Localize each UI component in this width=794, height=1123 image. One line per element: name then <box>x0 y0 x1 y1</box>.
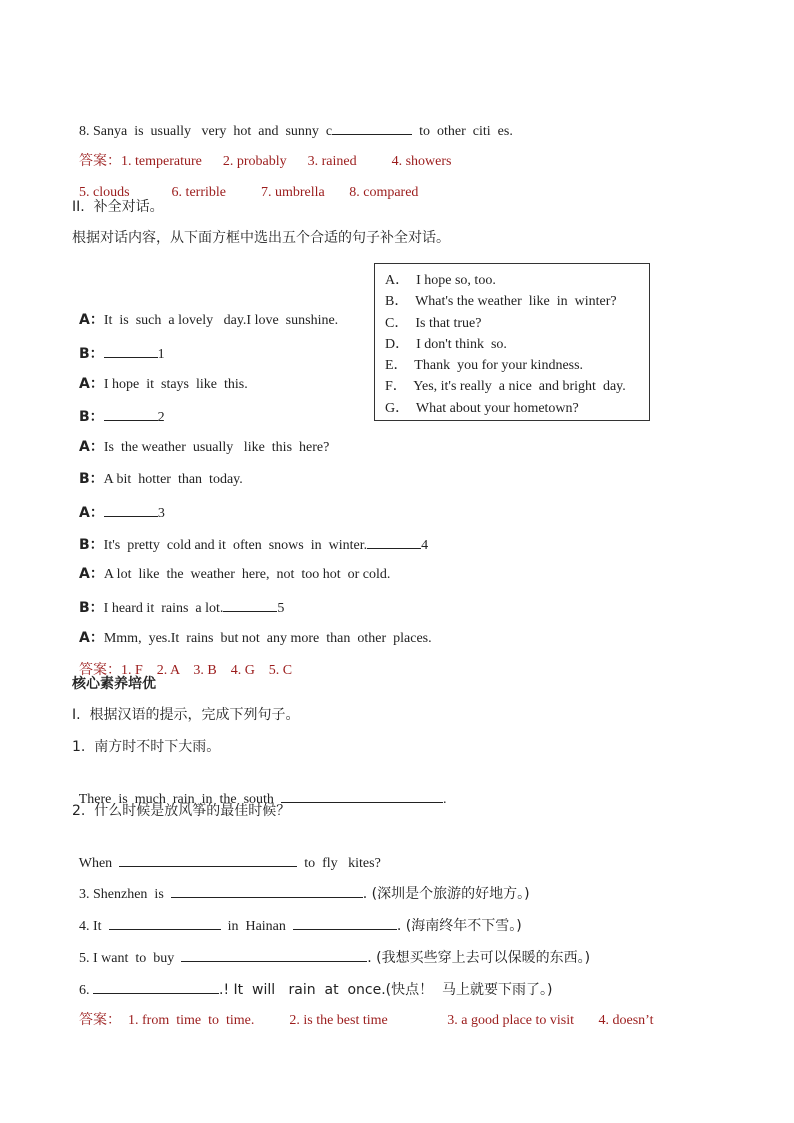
s4-pre: 4. It <box>79 919 109 934</box>
answers-label: 答案： <box>79 153 121 169</box>
speaker-label: A： <box>79 505 104 521</box>
answers-3 <box>72 993 653 1030</box>
s3-post: . (深圳是个旅游的好地方。) <box>362 886 530 902</box>
dialogue-text: It's pretty cold and it often snows in winter. <box>103 538 368 553</box>
answer-blank[interactable] <box>104 343 158 358</box>
answers-row-2-text: 5. clouds 6. terrible 7. umbrella 8. compared <box>79 185 419 200</box>
sentence-2-chinese: 2. 什么时候是放风筝的最佳时候？ <box>72 803 291 819</box>
options-box <box>374 263 650 421</box>
q8-blank[interactable] <box>332 120 412 135</box>
option-g: G． What about your hometown? <box>385 400 579 416</box>
dialogue-text: Is the weather usually like this here? <box>103 440 330 455</box>
option-e: E． Thank you for your kindness. <box>385 358 584 374</box>
s3-blank[interactable] <box>171 883 363 898</box>
option-b: B． What's the weather like in winter? <box>385 294 617 310</box>
blank-number: 1 <box>157 347 165 362</box>
s3-pre: 3. Shenzhen is <box>79 887 171 902</box>
speaker-label: A： <box>79 312 104 328</box>
answers-2-text: 1. F 2. A 3. B 4. G 5. C <box>121 663 293 678</box>
speaker-label: B： <box>79 346 104 362</box>
s1-blank[interactable] <box>281 788 443 803</box>
answers-row-1-text: 1. temperature 2. probably 3. rained 4. showers <box>121 154 452 169</box>
speaker-label: B： <box>79 409 104 425</box>
speaker-label: A： <box>79 439 104 455</box>
dialogue-text: Mmm, yes.It rains but not any more than other places. <box>103 631 432 646</box>
blank-number: 2 <box>157 410 165 425</box>
dialogue-text: I heard it rains a lot. <box>103 601 224 616</box>
s5-pre: 5. I want to buy <box>79 951 182 966</box>
q8-prefix: 8. Sanya is usually very hot and sunny c <box>79 124 333 139</box>
s4-blank-2[interactable] <box>293 915 397 930</box>
blank-number: 3 <box>157 506 165 521</box>
blank-number: 4 <box>421 538 429 553</box>
dialogue-text: I hope it stays like this. <box>103 377 248 392</box>
s6-blank[interactable] <box>93 979 219 994</box>
speaker-label: A： <box>79 566 104 582</box>
answers-label: 答案： <box>79 662 121 678</box>
s5-blank[interactable] <box>181 947 367 962</box>
dialogue-text: A lot like the weather here, not too hot or cold. <box>103 567 391 582</box>
s4-blank-1[interactable] <box>109 915 221 930</box>
answer-blank[interactable] <box>104 502 158 517</box>
answer-blank[interactable] <box>104 406 158 421</box>
blank-number: 5 <box>277 601 285 616</box>
q8-suffix: to other citi es. <box>412 124 513 139</box>
s2-post: to fly kites? <box>297 856 381 871</box>
speaker-label: B： <box>79 537 104 553</box>
s2-pre: When <box>78 856 120 871</box>
s4-post: . (海南终年不下雪。) <box>396 918 522 934</box>
s6-post: .! It will rain at once.(快点！ 马上就要下雨了。) <box>219 982 553 998</box>
option-a: A． I hope so, too. <box>385 273 496 288</box>
s1-pre: There is much rain in the south <box>78 792 281 807</box>
answers-row-2 <box>72 166 418 202</box>
sentence-1-chinese: 1. 南方时不时下大雨。 <box>72 739 221 755</box>
speaker-label: B： <box>79 471 104 487</box>
s6-pre: 6. <box>79 983 93 998</box>
option-c: C． Is that true? <box>385 315 482 331</box>
s4-mid: in Hainan <box>220 919 293 934</box>
answers-label: 答案： <box>79 1012 121 1028</box>
core-section-title: 核心素养培优 <box>72 676 156 692</box>
answers-3-text: 1. from time to time. 2. is the best time 3. a good place to visit 4. doesn’t <box>121 1013 654 1028</box>
section-2-instruction: 根据对话内容，从下面方框中选出五个合适的句子补全对话。 <box>72 230 450 246</box>
s1-post: . <box>442 792 447 807</box>
answer-blank[interactable] <box>223 597 277 612</box>
speaker-label: A： <box>79 630 104 646</box>
speaker-label: A： <box>79 376 104 392</box>
s5-post: . (我想买些穿上去可以保暖的东西。) <box>367 950 591 966</box>
option-f: F． Yes, it's really a nice and bright day. <box>385 379 626 395</box>
option-d: D． I don't think so. <box>385 336 507 352</box>
speaker-label: B： <box>79 600 104 616</box>
core-instruction: I. 根据汉语的提示，完成下列句子。 <box>72 707 300 723</box>
dialogue-text: A bit hotter than today. <box>103 472 243 487</box>
section-2-title: II. 补全对话。 <box>72 199 164 215</box>
dialogue-text: It is such a lovely day.I love sunshine. <box>103 313 339 328</box>
